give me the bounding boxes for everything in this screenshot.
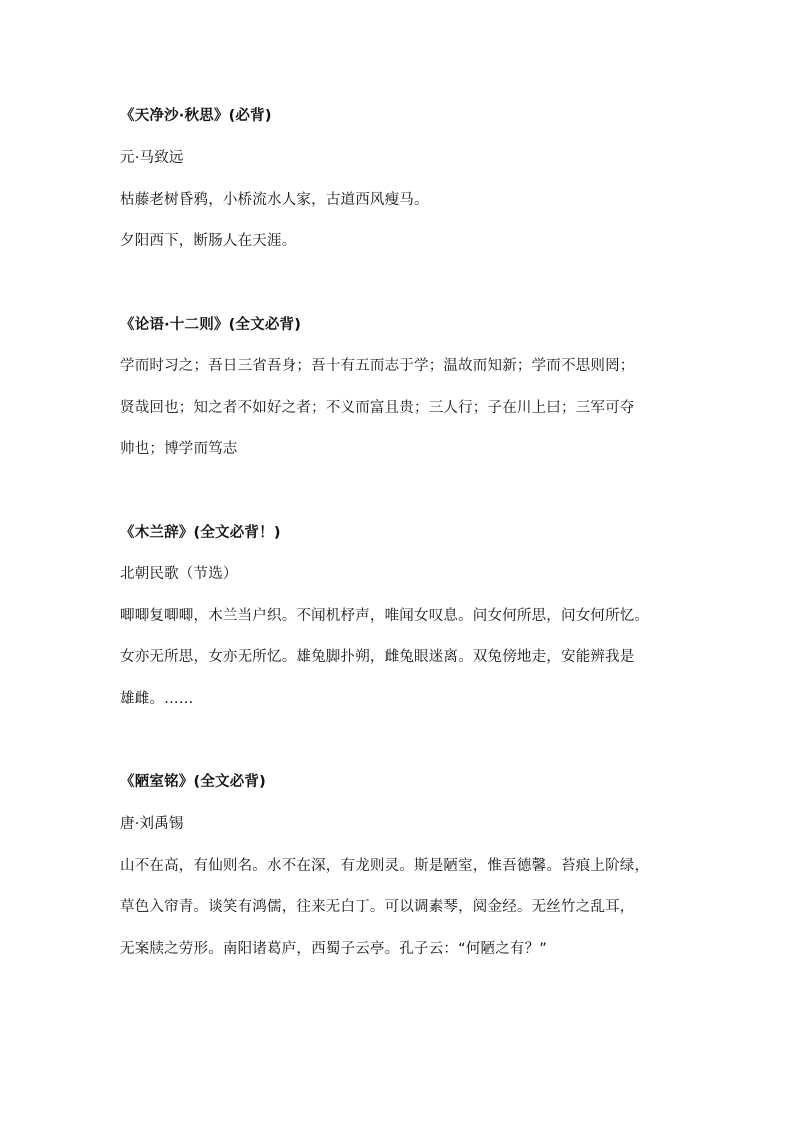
text-line: 女亦无所思，女亦无所忆。雄兔脚扑朔，雌兔眼迷离。双兔傍地走，安能辨我是 — [120, 649, 635, 665]
text-line: 草色入帘青。谈笑有鸿儒，往来无白丁。可以调素琴，阅金经。无丝竹之乱耳， — [120, 899, 635, 915]
section-title: 《天净沙·秋思》(必背) — [120, 108, 272, 124]
author-line: 唐·刘禹锡 — [120, 816, 184, 832]
section-title: 《陋室铭》(全文必背) — [120, 774, 266, 790]
text-line: 枯藤老树昏鸦，小桥流水人家，古道西风瘦马。 — [120, 192, 429, 208]
text-line: 夕阳西下，断肠人在天涯。 — [120, 233, 297, 249]
section-title: 《论语·十二则》(全文必背) — [120, 317, 302, 333]
text-line: 唧唧复唧唧，木兰当户织。不闻机杼声，唯闻女叹息。问女何所思，问女何所忆。 — [120, 608, 650, 624]
author-line: 元·马致远 — [120, 150, 184, 166]
text-line: 帅也；博学而笃志 — [120, 441, 238, 457]
text-line: 贤哉回也；知之者不如好之者；不义而富且贵；三人行；子在川上曰；三军可夺 — [120, 400, 635, 416]
section-title: 《木兰辞》(全文必背！) — [120, 525, 281, 541]
author-line: 北朝民歌（节选） — [120, 566, 238, 582]
text-line: 雄雌。…… — [120, 691, 194, 707]
text-line: 山不在高，有仙则名。水不在深，有龙则灵。斯是陋室，惟吾德馨。苔痕上阶绿， — [120, 858, 650, 874]
text-line: 学而时习之；吾日三省吾身；吾十有五而志于学；温故而知新；学而不思则罔； — [120, 358, 635, 374]
text-line: 无案牍之劳形。南阳诸葛庐，西蜀子云亭。孔子云：“何陋之有？” — [120, 941, 548, 957]
